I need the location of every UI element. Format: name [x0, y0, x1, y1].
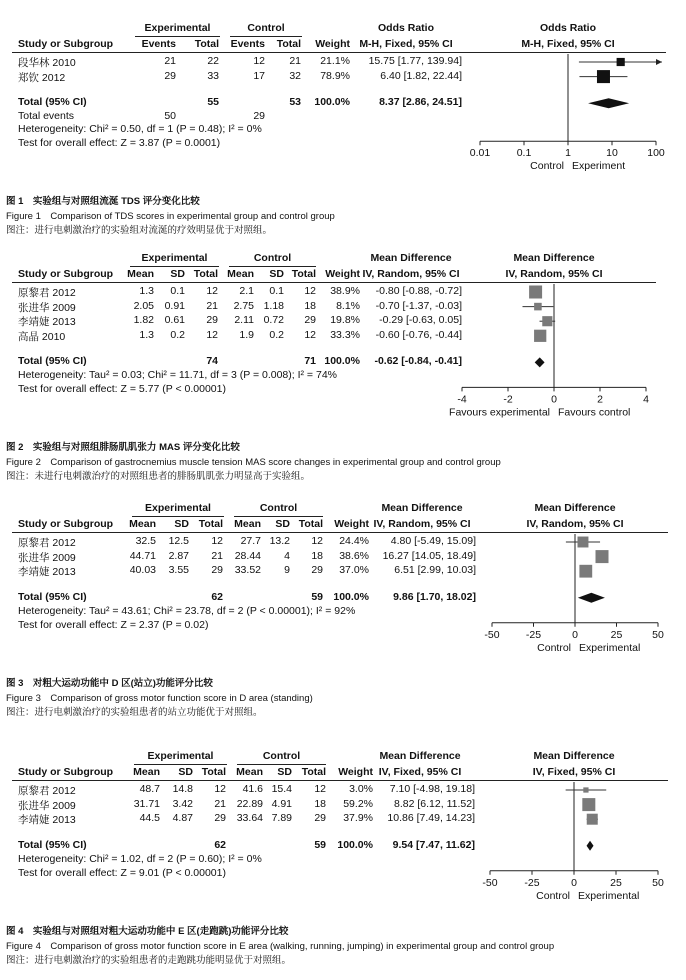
study-cell: 0.2 — [170, 328, 185, 341]
column-header-sd: SD — [277, 766, 292, 778]
study-cell: 12 — [314, 783, 326, 795]
group-underline-control — [234, 516, 323, 517]
caption-english: Figure 4 Comparison of gross motor function score in E area (walking, running, jumping) in experimental group and control group — [6, 940, 555, 952]
group-underline-experimental — [134, 764, 227, 765]
plot-header-method: IV, Fixed, 95% CI — [532, 766, 616, 778]
caption-english: Figure 3 Comparison of gross motor function score in D area (standing) — [6, 692, 313, 704]
study-cell: 24.4% — [339, 535, 369, 547]
caption-note: 图注：进行电刺激治疗的实验组患者的走跑跳功能明显优于对照组。 — [6, 954, 292, 966]
study-cell: 41.6 — [242, 783, 263, 795]
total-cell: 59 — [314, 838, 326, 851]
study-ci-text: 6.51 [2.99, 10.03] — [394, 564, 476, 577]
column-header-total: Total — [198, 518, 223, 530]
total-label: Total (95% CI) — [18, 838, 87, 851]
group-header-control: Control — [253, 252, 292, 264]
study-cell: 3.55 — [168, 564, 189, 577]
total-cell: 71 — [304, 355, 316, 368]
axis-label-left: Control — [536, 889, 570, 902]
column-header-study: Study or Subgroup — [18, 518, 114, 530]
x-axis-tick-label: 25 — [610, 876, 622, 889]
study-cell: 15.4 — [271, 783, 292, 795]
total-diamond — [578, 593, 605, 603]
group-header-control: Control — [259, 502, 298, 514]
overall-effect-text: Test for overall effect: Z = 5.77 (P < 0.00001) — [18, 383, 226, 396]
total-ci-text: 9.86 [1.70, 18.02] — [393, 590, 476, 603]
total-cell: 100.0% — [333, 590, 369, 603]
heterogeneity-text: Heterogeneity: Tau² = 43.61; Chi² = 23.78, df = 2 (P < 0.00001); I² = 92% — [18, 604, 356, 617]
group-underline-experimental — [135, 36, 220, 37]
study-name: 高晶 2010 — [18, 330, 66, 343]
total-cell: 100.0% — [337, 838, 373, 851]
plot-header-title: Odds Ratio — [539, 22, 596, 34]
group-underline-control — [237, 764, 326, 765]
total-ci-text: -0.62 [-0.84, -0.41] — [374, 355, 462, 368]
total-label: Total (95% CI) — [18, 96, 87, 109]
study-cell: 0.72 — [263, 314, 284, 327]
x-axis-tick-label: 2 — [597, 393, 603, 406]
axis-label-right: Experiment — [572, 160, 626, 173]
study-cell: 29 — [211, 564, 223, 577]
study-cell: 0.91 — [164, 299, 185, 312]
x-axis-tick-label: 100 — [647, 147, 665, 160]
study-cell: 18 — [314, 797, 326, 810]
study-point-box — [617, 58, 625, 66]
axis-label-left: Control — [530, 160, 564, 173]
forest-figure-3 — [0, 502, 686, 732]
plot-header-method: IV, Random, 95% CI — [505, 268, 603, 280]
column-header-mean: Mean — [127, 268, 154, 280]
caption-note: 图注：进行电刺激治疗的实验组患者的站立功能优于对照组。 — [6, 706, 263, 718]
study-cell: 33.3% — [330, 328, 360, 341]
total-label: Total (95% CI) — [18, 590, 87, 603]
column-header-weight: Weight — [334, 518, 369, 530]
study-cell: 0.2 — [269, 328, 284, 341]
study-cell: 9 — [284, 564, 290, 577]
column-header-total: Total — [194, 38, 219, 50]
column-header-mean: Mean — [129, 518, 156, 530]
study-ci-arrow-head — [656, 59, 662, 65]
extra-row-cell: 50 — [164, 110, 176, 123]
total-label: Total (95% CI) — [18, 355, 87, 368]
study-name: 张进华 2009 — [18, 799, 76, 812]
study-cell: 1.3 — [139, 285, 154, 297]
study-point-box — [596, 550, 609, 563]
study-name: 张进华 2009 — [18, 301, 76, 314]
effect-header-title: Mean Difference — [370, 252, 452, 264]
x-axis-tick-label: 1 — [565, 147, 571, 160]
study-cell: 38.9% — [330, 285, 360, 297]
total-cell: 55 — [207, 96, 219, 109]
column-header-study: Study or Subgroup — [18, 38, 114, 50]
axis-label-left: Favours experimental — [449, 406, 550, 419]
x-axis-tick-label: 50 — [652, 876, 664, 889]
forest-plot-svg — [442, 252, 666, 427]
study-cell: 32 — [289, 69, 301, 82]
extra-row-cell: 29 — [253, 110, 265, 123]
effect-header-title: Mean Difference — [379, 750, 461, 762]
x-axis-tick-label: -50 — [484, 628, 500, 641]
study-point-box — [534, 330, 546, 342]
study-name: 张进华 2009 — [18, 551, 76, 564]
study-cell: 12 — [214, 783, 226, 795]
study-ci-text: 6.40 [1.82, 22.44] — [380, 69, 462, 82]
heterogeneity-text: Heterogeneity: Tau² = 0.03; Chi² = 11.71, df = 3 (P = 0.008); I² = 74% — [18, 369, 337, 382]
study-ci-text: -0.29 [-0.63, 0.05] — [379, 314, 462, 327]
study-cell: 29 — [206, 314, 218, 327]
study-cell: 0.1 — [269, 285, 284, 297]
study-cell: 33 — [207, 69, 219, 82]
caption-chinese: 图 2 实验组与对照组腓肠肌肌张力 MAS 评分变化比较 — [6, 442, 240, 454]
x-axis-tick-label: 0.1 — [516, 147, 532, 160]
forest-plot-svg — [470, 750, 678, 911]
study-cell: 4.87 — [172, 812, 193, 825]
study-cell: 27.7 — [240, 535, 261, 547]
column-header-mean: Mean — [227, 268, 254, 280]
study-cell: 1.3 — [139, 328, 154, 341]
study-cell: 29 — [311, 564, 323, 577]
total-cell: 53 — [289, 96, 301, 109]
group-header-experimental: Experimental — [141, 252, 208, 264]
forest-figure-1 — [0, 22, 686, 252]
study-point-box — [583, 787, 588, 792]
axis-label-right: Experimental — [579, 641, 641, 654]
study-cell: 2.05 — [133, 299, 154, 312]
study-cell: 12 — [211, 535, 223, 547]
column-header-mean: Mean — [236, 766, 263, 778]
study-point-box — [587, 814, 598, 825]
study-cell: 0.61 — [164, 314, 185, 327]
column-header-weight: Weight — [315, 38, 350, 50]
study-cell: 18 — [311, 549, 323, 562]
axis-label-right: Experimental — [578, 889, 640, 902]
heterogeneity-text: Heterogeneity: Chi² = 1.02, df = 2 (P = 0.60); I² = 0% — [18, 852, 262, 865]
extra-row-label: Total events — [18, 110, 75, 123]
study-cell: 12 — [206, 328, 218, 341]
study-cell: 21 — [211, 549, 223, 562]
effect-header-title: Mean Difference — [381, 502, 463, 514]
total-cell: 62 — [214, 838, 226, 851]
study-point-box — [597, 70, 610, 83]
study-ci-text: 15.75 [1.77, 139.94] — [368, 55, 462, 67]
study-cell: 48.7 — [139, 783, 160, 795]
study-cell: 18 — [304, 299, 316, 312]
group-underline-experimental — [130, 266, 219, 267]
overall-effect-text: Test for overall effect: Z = 9.01 (P < 0.00001) — [18, 866, 226, 879]
group-header-experimental: Experimental — [145, 502, 211, 514]
study-cell: 21 — [164, 55, 176, 67]
x-axis-tick-label: -50 — [482, 876, 498, 889]
study-cell: 17 — [253, 69, 265, 82]
column-header-weight: Weight — [325, 268, 360, 280]
study-cell: 4.91 — [271, 797, 292, 810]
group-underline-experimental — [132, 516, 224, 517]
study-cell: 12.5 — [168, 535, 189, 547]
study-cell: 32.5 — [135, 535, 156, 547]
study-cell: 1.82 — [133, 314, 154, 327]
study-cell: 14.8 — [172, 783, 193, 795]
column-header-total: Total — [276, 38, 301, 50]
total-cell: 59 — [311, 590, 323, 603]
x-axis-tick-label: 50 — [652, 628, 664, 641]
study-name: 原黎君 2012 — [18, 785, 76, 797]
caption-chinese: 图 3 对粗大运动功能中 D 区(站立)功能评分比较 — [6, 677, 213, 689]
x-axis-tick-label: -25 — [524, 876, 540, 889]
group-header-experimental: Experimental — [147, 750, 214, 762]
x-axis-tick-label: 10 — [606, 147, 618, 160]
forest-plot-svg — [460, 22, 676, 181]
study-name: 李靖婕 2013 — [18, 566, 76, 579]
total-diamond — [588, 98, 629, 108]
study-cell: 33.64 — [236, 812, 263, 825]
total-diamond — [587, 841, 594, 851]
study-cell: 31.71 — [133, 797, 160, 810]
plot-header-method: IV, Random, 95% CI — [526, 518, 624, 530]
study-cell: 22 — [207, 55, 219, 67]
study-cell: 29 — [304, 314, 316, 327]
effect-header-title: Odds Ratio — [377, 22, 434, 34]
caption-chinese: 图 1 实验组与对照组流涎 TDS 评分变化比较 — [6, 196, 200, 208]
study-name: 李靖婕 2013 — [18, 814, 76, 827]
caption-english: Figure 2 Comparison of gastrocnemius muscle tension MAS score changes in experimental group and control group — [6, 457, 501, 469]
study-cell: 13.2 — [269, 535, 290, 547]
column-header-sd: SD — [269, 268, 284, 280]
group-header-control: Control — [262, 750, 301, 762]
study-cell: 4 — [284, 549, 290, 562]
study-cell: 44.5 — [139, 812, 160, 825]
study-point-box — [579, 565, 592, 578]
caption-note: 图注：未进行电刺激治疗的对照组患者的腓肠肌肌张力明显高于实验组。 — [6, 471, 311, 483]
axis-label-left: Control — [537, 641, 571, 654]
x-axis-tick-label: 0 — [572, 628, 578, 641]
study-cell: 37.9% — [343, 812, 373, 825]
study-cell: 1.9 — [239, 328, 254, 341]
study-point-box — [577, 537, 588, 548]
column-header-mean: Mean — [133, 766, 160, 778]
total-cell: 100.0% — [324, 355, 360, 368]
study-cell: 12 — [311, 535, 323, 547]
x-axis-tick-label: 0 — [551, 393, 557, 406]
study-cell: 2.11 — [234, 314, 254, 327]
study-cell: 2.1 — [239, 285, 254, 297]
study-cell: 28.44 — [234, 549, 261, 562]
study-cell: 22.89 — [236, 797, 263, 810]
effect-header-method: IV, Random, 95% CI — [362, 268, 460, 280]
study-name: 段华林 2010 — [18, 57, 76, 69]
study-point-box — [529, 286, 542, 299]
x-axis-tick-label: -2 — [503, 393, 513, 406]
forest-plot-svg — [472, 502, 678, 663]
total-cell: 100.0% — [314, 96, 350, 109]
study-ci-text: -0.70 [-1.37, -0.03] — [375, 299, 462, 312]
column-header-sd: SD — [174, 518, 189, 530]
study-ci-text: 10.86 [7.49, 14.23] — [387, 812, 475, 825]
axis-label-right: Favours control — [558, 406, 631, 419]
group-underline-control — [230, 36, 302, 37]
caption-english: Figure 1 Comparison of TDS scores in experimental group and control group — [6, 211, 335, 223]
column-header-study: Study or Subgroup — [18, 766, 114, 778]
effect-header-method: M-H, Fixed, 95% CI — [359, 38, 453, 50]
study-cell: 21.1% — [320, 55, 350, 67]
study-cell: 7.89 — [271, 812, 292, 825]
x-axis-tick-label: 0 — [571, 876, 577, 889]
study-ci-text: -0.60 [-0.76, -0.44] — [375, 328, 462, 341]
study-cell: 12 — [206, 285, 218, 297]
study-point-box — [582, 798, 595, 811]
study-point-box — [534, 303, 542, 311]
study-cell: 2.87 — [168, 549, 189, 562]
x-axis-tick-label: -25 — [525, 628, 542, 641]
column-header-events: Events — [230, 38, 265, 50]
study-cell: 3.42 — [172, 797, 193, 810]
total-cell: 74 — [206, 355, 218, 368]
effect-header-method: IV, Random, 95% CI — [373, 518, 471, 530]
effect-header-method: IV, Fixed, 95% CI — [378, 766, 462, 778]
column-header-total: Total — [301, 766, 326, 778]
column-header-events: Events — [141, 38, 176, 50]
study-cell: 59.2% — [343, 797, 373, 810]
heterogeneity-text: Heterogeneity: Chi² = 0.50, df = 1 (P = 0.48); I² = 0% — [18, 123, 262, 136]
column-header-total: Total — [201, 766, 226, 778]
study-cell: 33.52 — [234, 564, 261, 577]
overall-effect-text: Test for overall effect: Z = 2.37 (P = 0.02) — [18, 618, 209, 631]
study-cell: 12 — [304, 328, 316, 341]
study-cell: 2.75 — [233, 299, 254, 312]
column-header-mean: Mean — [234, 518, 261, 530]
study-cell: 3.0% — [349, 783, 373, 795]
study-cell: 12 — [253, 55, 265, 67]
study-cell: 8.1% — [336, 299, 360, 312]
x-axis-tick-label: 25 — [610, 628, 623, 641]
study-ci-text: 16.27 [14.05, 18.49] — [382, 549, 476, 562]
study-ci-text: 8.82 [6.12, 11.52] — [394, 797, 475, 810]
group-header-experimental: Experimental — [144, 22, 211, 34]
plot-header-title: Mean Difference — [533, 750, 615, 762]
plot-header-title: Mean Difference — [513, 252, 595, 264]
study-cell: 1.18 — [263, 299, 284, 312]
study-name: 原黎君 2012 — [18, 537, 76, 549]
column-header-sd: SD — [178, 766, 193, 778]
study-name: 原黎君 2012 — [18, 287, 76, 299]
caption-chinese: 图 4 实验组与对照组对粗大运动功能中 E 区(走跑跳)功能评分比较 — [6, 925, 289, 937]
column-header-weight: Weight — [338, 766, 373, 778]
study-cell: 0.1 — [170, 285, 185, 297]
study-ci-text: 4.80 [-5.49, 15.09] — [390, 535, 476, 547]
study-cell: 29 — [214, 812, 226, 825]
study-name: 李靖婕 2013 — [18, 316, 76, 329]
study-ci-text: -0.80 [-0.88, -0.72] — [375, 285, 462, 297]
study-cell: 37.0% — [339, 564, 369, 577]
group-header-control: Control — [247, 22, 285, 34]
column-header-total: Total — [193, 268, 218, 280]
study-cell: 21 — [289, 55, 301, 67]
study-point-box — [542, 316, 552, 326]
total-diamond — [535, 357, 545, 367]
total-cell: 62 — [211, 590, 223, 603]
x-axis-tick-label: 4 — [643, 393, 649, 406]
study-cell: 21 — [206, 299, 218, 312]
study-cell: 38.6% — [339, 549, 369, 562]
x-axis-tick-label: 0.01 — [469, 147, 491, 160]
group-underline-control — [229, 266, 316, 267]
study-ci-text: 7.10 [-4.98, 19.18] — [389, 783, 475, 795]
study-cell: 29 — [314, 812, 326, 825]
study-cell: 21 — [214, 797, 226, 810]
study-cell: 12 — [304, 285, 316, 297]
study-cell: 29 — [164, 69, 176, 82]
study-name: 郑钦 2012 — [18, 71, 66, 84]
study-cell: 40.03 — [129, 564, 156, 577]
study-cell: 19.8% — [330, 314, 360, 327]
total-ci-text: 8.37 [2.86, 24.51] — [379, 96, 462, 109]
forest-figure-2 — [0, 252, 686, 482]
column-header-sd: SD — [275, 518, 290, 530]
column-header-study: Study or Subgroup — [18, 268, 114, 280]
plot-header-title: Mean Difference — [534, 502, 616, 514]
caption-note: 图注：进行电刺激治疗的实验组对流涎的疗效明显优于对照组。 — [6, 225, 273, 237]
plot-header-method: M-H, Fixed, 95% CI — [521, 38, 615, 50]
study-cell: 44.71 — [129, 549, 156, 562]
column-header-total: Total — [291, 268, 316, 280]
study-cell: 78.9% — [320, 69, 350, 82]
overall-effect-text: Test for overall effect: Z = 3.87 (P = 0.0001) — [18, 137, 221, 150]
x-axis-tick-label: -4 — [457, 393, 467, 406]
column-header-total: Total — [298, 518, 323, 530]
forest-figure-4 — [0, 750, 686, 980]
column-header-sd: SD — [170, 268, 185, 280]
total-ci-text: 9.54 [7.47, 11.62] — [392, 838, 475, 851]
